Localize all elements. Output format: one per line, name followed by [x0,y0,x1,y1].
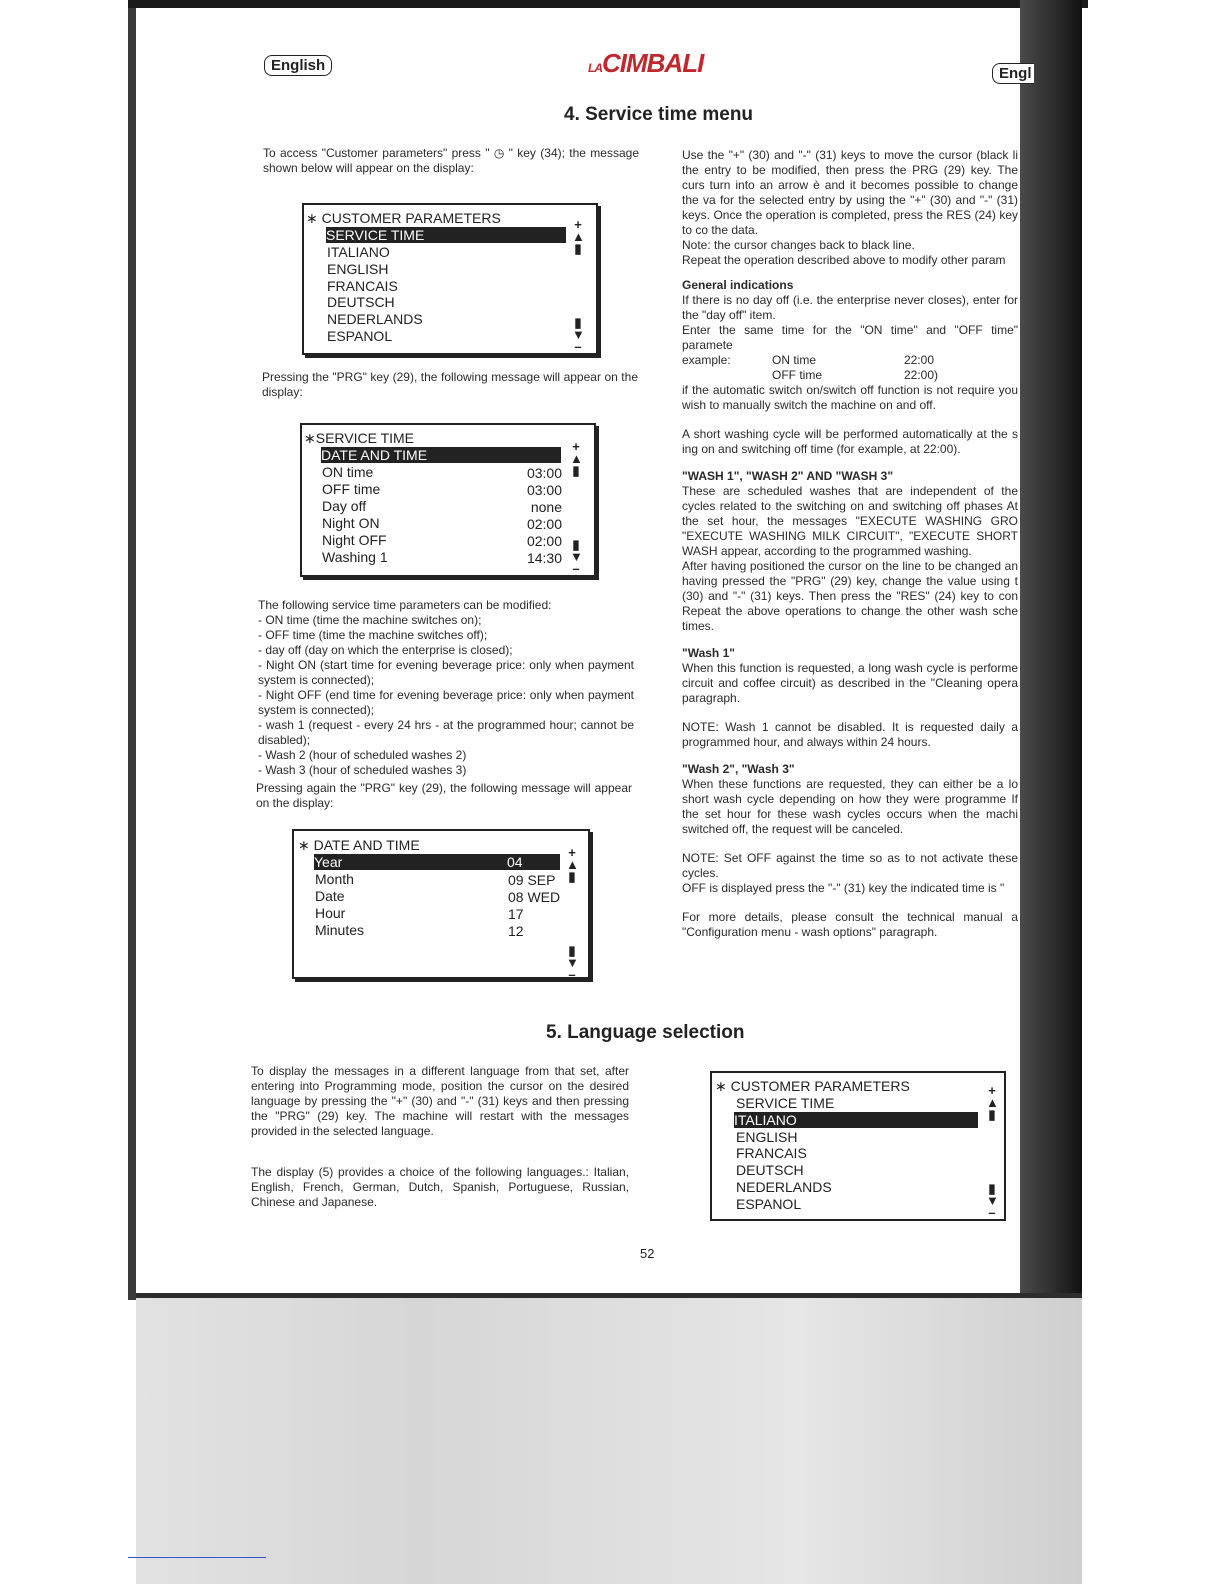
paragraph: Note: the cursor changes back to black line. [682,238,915,252]
display-customer-parameters [302,203,598,355]
scan-margin-right [1082,1300,1224,1584]
display-row-value: 02:00 [526,516,562,532]
subheading: "WASH 1", "WASH 2" AND "WASH 3" [682,469,894,483]
display-item: DEUTSCH [327,294,395,310]
display-service-time [300,423,596,577]
display-item: ENGLISH [736,1129,798,1145]
paragraph: After having positioned the cursor on the line to be changed an having pressed the "PRG" (29) key, change the value using t (30) and "-" (31) keys. Then press the "RES" (24) key to con Repeat the above operations to change the other wash sche times. [682,559,1018,633]
parameters-list [258,598,634,778]
display-row-label: Minutes [315,922,365,938]
page-number: 52 [640,1246,655,1261]
example-label: example: [682,353,731,367]
list-item: - day off (day on which the enterprise is closed); [258,643,513,657]
logo-text: CIMBALI [602,48,704,78]
display-row-value: 08 WED [508,889,561,905]
display-row-value: 02:00 [526,533,562,549]
display-row-value: 14:30 [526,550,562,566]
display-title: ∗ CUSTOMER PARAMETERS [715,1078,910,1094]
display-row-value: 04 [507,854,523,870]
paragraph: Pressing the "PRG" key (29), the following message will appear on the display: [262,370,638,399]
paragraph: OFF is displayed press the "-" (31) key the indicated time is " [682,881,1005,895]
scroll-down-icon: ▮ ▼ – [986,1181,999,1220]
paragraph: NOTE: Set OFF against the time so as to not activate these cycles. [682,851,1018,880]
display-item: ESPANOL [327,328,393,344]
display-row-label: Night OFF [322,532,387,548]
display-row-label: Hour [315,905,346,921]
paragraph: Enter the same time for the "ON time" and "OFF time" paramete [682,323,1018,352]
paragraph: NOTE: Wash 1 cannot be disabled. It is requested daily a programmed hour, and always within 24 hours. [682,720,1018,749]
scroll-down-icon: ▮ ▼ – [572,315,585,354]
list-item: - OFF time (time the machine switches off); [258,628,488,642]
subheading: General indications [682,278,794,292]
list-item: - ON time (time the machine switches on); [258,613,482,627]
list-item: - Wash 3 (hour of scheduled washes 3) [258,763,467,777]
scan-edge-left [128,0,136,1300]
scroll-up-icon: + ▲ ▮ [570,439,583,478]
paragraph: To display the messages in a different language from that set, after entering into Programming mode, position the cursor on the desired language by pressing the "+" (30) and "-" (31) keys and then pressing the "PRG" (29) key. The machine will restart with the messages provided in the selected language. [251,1064,629,1138]
display-row-label: Washing 1 [322,549,388,565]
paragraph: if the automatic switch on/switch off function is not require you wish to manually switch the machine on and off. [682,383,1018,412]
display-item: FRANCAIS [736,1145,807,1161]
paragraph: These are scheduled washes that are independent of the cycles related to the switching on and switching off phases At the set hour, the messages "EXECUTE WASHING GRO "EXECUTE WASHING MILK CIRCUIT", "EXECUTE SHORT WASH appear, according to the programmed washing. [682,484,1018,558]
display-row-label: Day off [322,498,367,514]
display-item: SERVICE TIME [736,1095,835,1111]
list-item: - Night ON (start time for evening beverage price: only when payment system is connected); [258,658,634,687]
footer-line [128,1557,266,1558]
display-row-label: OFF time [322,481,381,497]
display-item-selected: DATE AND TIME [321,447,561,463]
section-4-title: 4. Service time menu [564,104,754,125]
scroll-down-icon: ▮ ▼ – [566,943,579,982]
subheading: "Wash 2", "Wash 3" [682,762,795,776]
paragraph: When this function is requested, a long wash cycle is performe circuit and coffee circuit) as described in the "Cleaning opera paragraph. [682,661,1018,705]
display-row-value: none [530,499,562,515]
display-item-selected [314,854,560,870]
right-column [682,148,1018,1028]
list-item: - Wash 2 (hour of scheduled washes 2) [258,748,467,762]
section-5-title: 5. Language selection [546,1022,745,1043]
scroll-down-icon: ▮ ▼ – [570,537,583,576]
display-row-label: Night ON [322,515,380,531]
paragraph: For more details, please consult the technical manual a "Configuration menu - wash options" paragraph. [682,910,1018,939]
scan-margin-left [0,0,132,1584]
example-block [682,353,1018,383]
display-row-label: Month [315,871,354,887]
logo-prefix: LA [588,61,602,75]
paragraph: The display (5) provides a choice of the following languages.: Italian, English, French, German, Dutch, Spanish, Portuguese, Russian, Chinese and Japanese. [251,1165,629,1209]
example-on-value: 22:00 [904,353,935,367]
display-item: FRANCAIS [327,278,398,294]
intro-paragraph: To access "Customer parameters" press " ◷ " key (34); the message shown below will appear on the display: [263,146,639,175]
display-item: NEDERLANDS [736,1179,832,1195]
scan-edge-right [1020,0,1082,1310]
example-off-value: 22:00) [904,368,939,382]
example-on-label: ON time [772,353,817,367]
paragraph: Use the "+" (30) and "-" (31) keys to move the cursor (black li the entry to be modified, then press the PRG (29) key. The curs turn into an arrow è and it becomes possible to change the va for the selected entry by using the "+" (30) and "-" (31) keys. Once the operation is completed, press the RES (24) key to co the data. [682,148,1018,237]
display-row-value: 03:00 [526,482,562,498]
language-badge-right: Engl [992,63,1034,84]
display-item-selected: SERVICE TIME [326,227,566,243]
display-row-label: Date [315,888,345,904]
list-intro: The following service time parameters can be modified: [258,598,552,612]
display-item-selected: ITALIANO [734,1112,978,1128]
display-language-selection [710,1071,1006,1221]
language-badge: English [264,55,332,76]
list-item: - Night OFF (end time for evening beverage price: only when payment system is connected); [258,688,634,717]
display-item: DEUTSCH [736,1162,804,1178]
display-row-value: 12 [508,923,524,939]
display-item: NEDERLANDS [327,311,423,327]
display-title: ∗ CUSTOMER PARAMETERS [306,210,501,226]
paragraph: Pressing again the "PRG" key (29), the following message will appear on the display: [256,781,632,810]
display-item: ENGLISH [327,261,389,277]
paragraph: A short washing cycle will be performed automatically at the s ing on and switching off time (for example, at 22:00). [682,427,1018,456]
scroll-up-icon: + ▲ ▮ [572,217,585,256]
display-item: ESPANOL [736,1196,802,1212]
paragraph: If there is no day off (i.e. the enterprise never closes), enter for the "day off" item. [682,293,1018,322]
display-date-and-time [292,829,590,982]
display-row-label: Year [314,854,343,870]
display-title: ∗SERVICE TIME [304,430,415,446]
scroll-up-icon: + ▲ ▮ [986,1083,999,1122]
display-row-label: ON time [322,464,374,480]
display-item: ITALIANO [327,244,390,260]
scan-background [136,1298,1082,1584]
list-item: - wash 1 (request - every 24 hrs - at the programmed hour; cannot be disabled); [258,718,634,747]
display-title: ∗ DATE AND TIME [298,837,420,853]
scan-edge-top [128,0,1088,8]
subheading: "Wash 1" [682,646,735,660]
paragraph: Repeat the operation described above to modify other param [682,253,1006,267]
scroll-up-icon: + ▲ ▮ [566,845,579,884]
brand-logo [588,48,703,79]
example-off-label: OFF time [772,368,822,382]
display-row-value: 09 SEP [508,872,556,888]
display-row-value: 03:00 [526,465,562,481]
display-row-value: 17 [508,906,524,922]
paragraph: When these functions are requested, they can either be a lo short wash cycle depending on how they were programme If the set hour for these wash cycles occurs when the machi switched off, the request will be canceled. [682,777,1018,836]
